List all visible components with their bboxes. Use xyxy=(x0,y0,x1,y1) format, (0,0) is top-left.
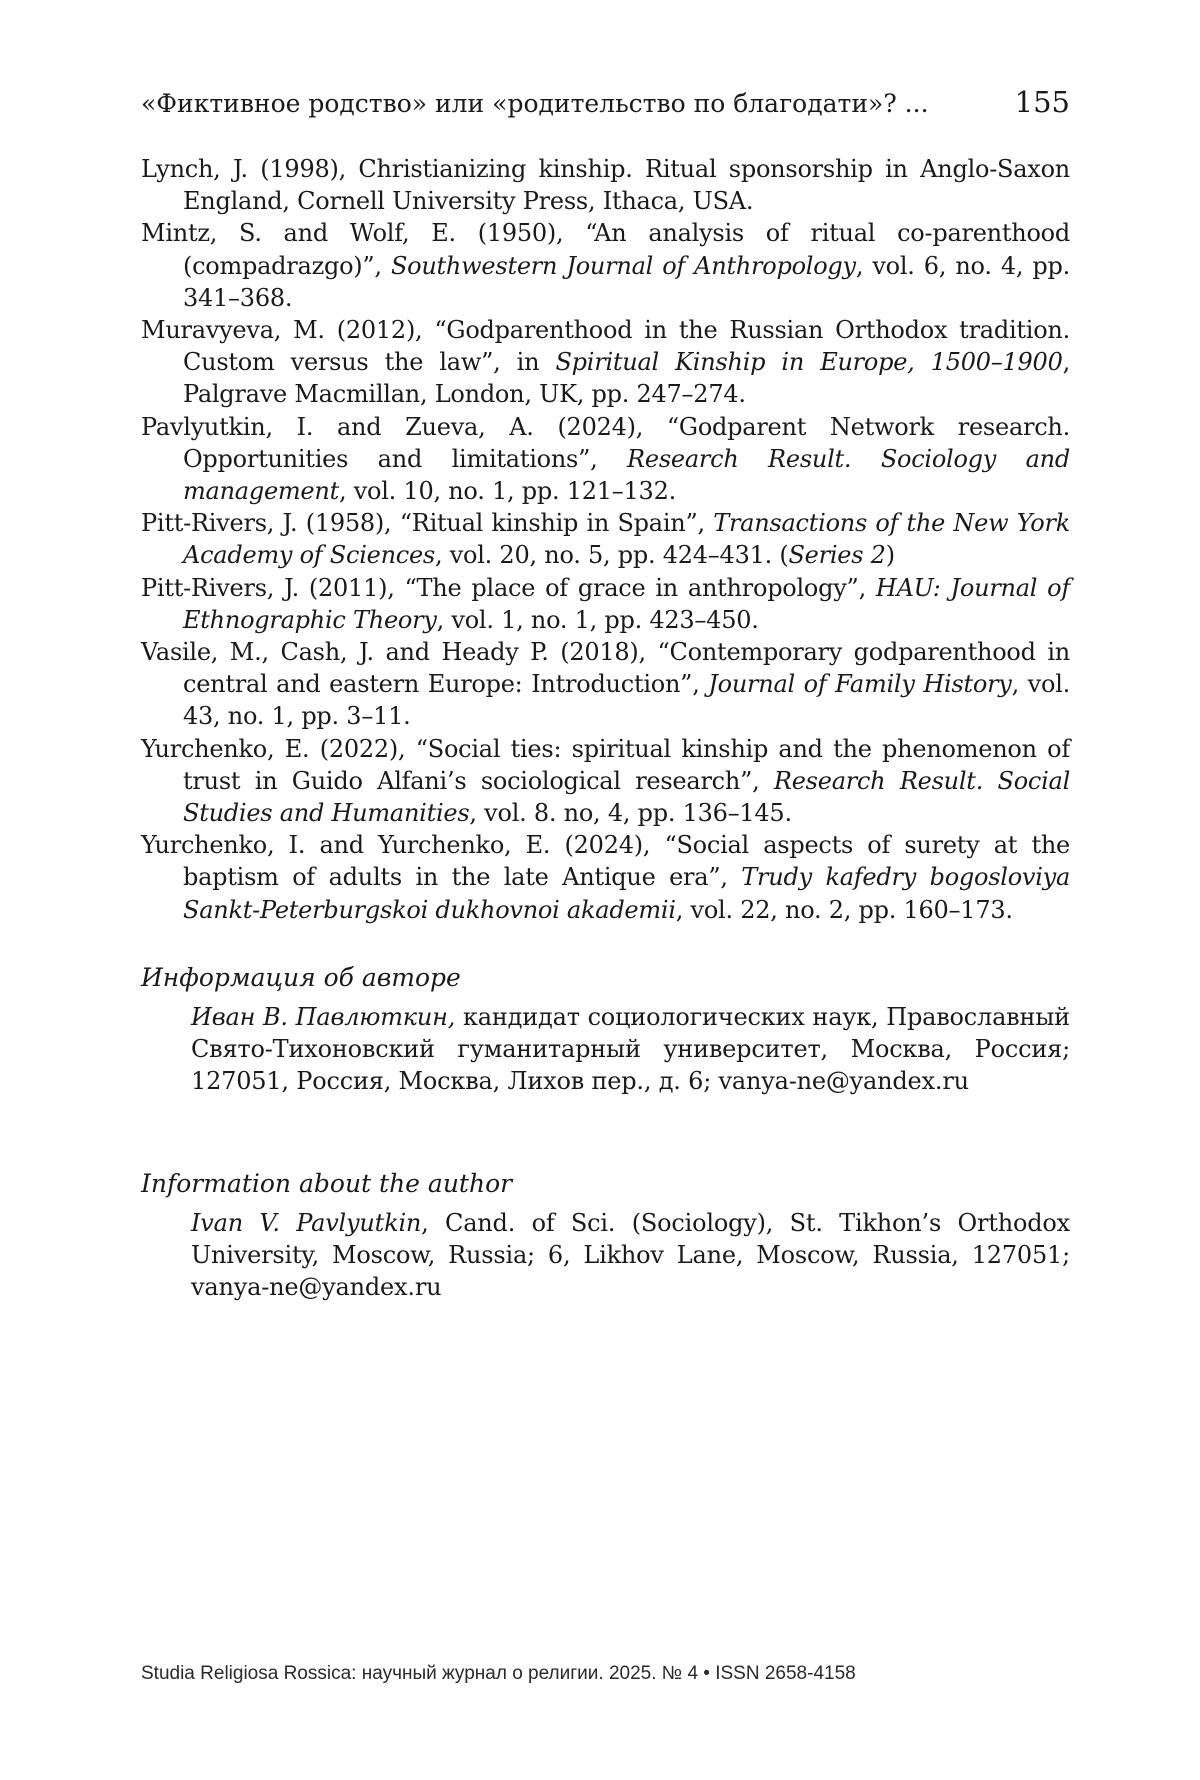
running-head xyxy=(141,86,1070,120)
author-name-ru: Иван В. Павлюткин, xyxy=(191,1003,456,1031)
author-info-en-body xyxy=(191,1207,1070,1304)
running-title: «Фиктивное родство» или «родительство по благодати»? ... xyxy=(141,89,929,118)
reference-list xyxy=(141,153,1070,926)
reference-item xyxy=(141,572,1070,636)
reference-item xyxy=(141,217,1070,314)
reference-source-title: Spiritual Kinship in Europe, 1500–1900 xyxy=(555,348,1063,377)
reference-source-title: Research Result. Social Studies and Humanities xyxy=(183,766,1070,828)
page-number: 155 xyxy=(1014,85,1070,119)
reference-text: Vasile, M., Cash, J. and Heady P. (2018), “Contemporary godparenthood in central and eastern Europe: Introduction”, xyxy=(141,638,1070,699)
reference-text: , vol. 22, no. 2, pp. 160–173. xyxy=(675,895,1013,924)
author-info-en-heading: Information about the author xyxy=(141,1169,513,1198)
reference-text: , vol. 20, no. 5, pp. 424–431. ( xyxy=(434,541,789,570)
reference-text: Yurchenko, E. (2022), “Social ties: spiritual kinship and the phenomenon of trust in Guido Alfani’s sociological research”, xyxy=(141,734,1070,795)
reference-item xyxy=(141,733,1070,830)
reference-text: Pitt-Rivers, J. (1958), “Ritual kinship in Spain”, xyxy=(141,509,714,538)
reference-text: ) xyxy=(885,541,895,570)
author-details-ru: кандидат социологических наук, Православный Свято-Тихоновский гуманитарный университет, Москва, Россия; 127051, Россия, Москва, Лихов пер., д. 6; vanya-ne@yandex.ru xyxy=(191,1003,1070,1096)
reference-source-title: Trudy kafedry bogosloviya Sankt-Peterburgskoi dukhovnoi akademii xyxy=(183,863,1071,924)
reference-text: , vol. 1, no. 1, pp. 423–450. xyxy=(436,605,759,634)
reference-text: , Palgrave Macmillan, London, UK, pp. 247–274. xyxy=(183,348,1070,409)
reference-text: Pitt-Rivers, J. (2011), “The place of grace in anthropology”, xyxy=(141,573,876,602)
reference-text: , vol. 8. no, 4, pp. 136–145. xyxy=(469,799,792,828)
reference-text: , vol. 43, no. 1, pp. 3–11. xyxy=(183,670,1070,731)
reference-text: Lynch, J. (1998), Christianizing kinship. Ritual sponsorship in Anglo-Saxon England, Cornell University Press, Ithaca, USA. xyxy=(141,155,1070,216)
reference-text: Muravyeva, M. (2012), “Godparenthood in the Russian Orthodox tradition. Custom versus the law”, in xyxy=(141,316,1070,377)
reference-item xyxy=(141,314,1070,411)
reference-source-title: HAU: Journal of Ethnographic Theory xyxy=(183,573,1071,634)
author-info-ru-body xyxy=(191,1001,1070,1098)
author-info-ru-heading: Информация об авторе xyxy=(141,963,461,992)
reference-text: Yurchenko, I. and Yurchenko, E. (2024), “Social aspects of surety at the baptism of adults in the late Antique era”, xyxy=(141,831,1070,892)
reference-item xyxy=(141,153,1070,217)
reference-source-title: Transactions of the New York Academy of Sciences xyxy=(183,509,1070,570)
reference-text: Mintz, S. and Wolf, E. (1950), “An analysis of ritual co-parenthood (compadrazgo)”, xyxy=(141,219,1070,280)
author-info-ru xyxy=(141,962,1070,1098)
reference-source-title: Research Result. Sociology and management xyxy=(183,444,1070,506)
reference-source-title: Journal of Family History xyxy=(708,670,1012,699)
reference-text: , vol. 10, no. 1, pp. 121–132. xyxy=(338,477,676,506)
reference-text: Pavlyutkin, I. and Zueva, A. (2024), “Godparent Network research. Opportunities and limitations”, xyxy=(141,412,1070,473)
author-details-en: , Cand. of Sci. (Sociology), St. Tikhon’s Orthodox University, Moscow, Russia; 6, Likhov Lane, Moscow, Russia, 127051; vanya-ne@yandex.ru xyxy=(191,1209,1070,1302)
reference-text: , vol. 6, no. 4, pp. 341–368. xyxy=(183,251,1070,312)
journal-page xyxy=(141,0,1070,1780)
author-name-en: Ivan V. Pavlyutkin xyxy=(191,1209,422,1237)
reference-series: Series 2 xyxy=(788,541,886,570)
reference-item xyxy=(141,507,1070,571)
reference-item xyxy=(141,411,1070,508)
reference-source-title: Southwestern Journal of Anthropology xyxy=(390,251,856,280)
reference-item xyxy=(141,829,1070,926)
reference-item xyxy=(141,636,1070,733)
journal-footer: Studia Religiosa Rossica: научный журнал о религии. 2025. № 4 • ISSN 2658-4158 xyxy=(141,1663,856,1684)
author-info-en xyxy=(141,1168,1070,1304)
